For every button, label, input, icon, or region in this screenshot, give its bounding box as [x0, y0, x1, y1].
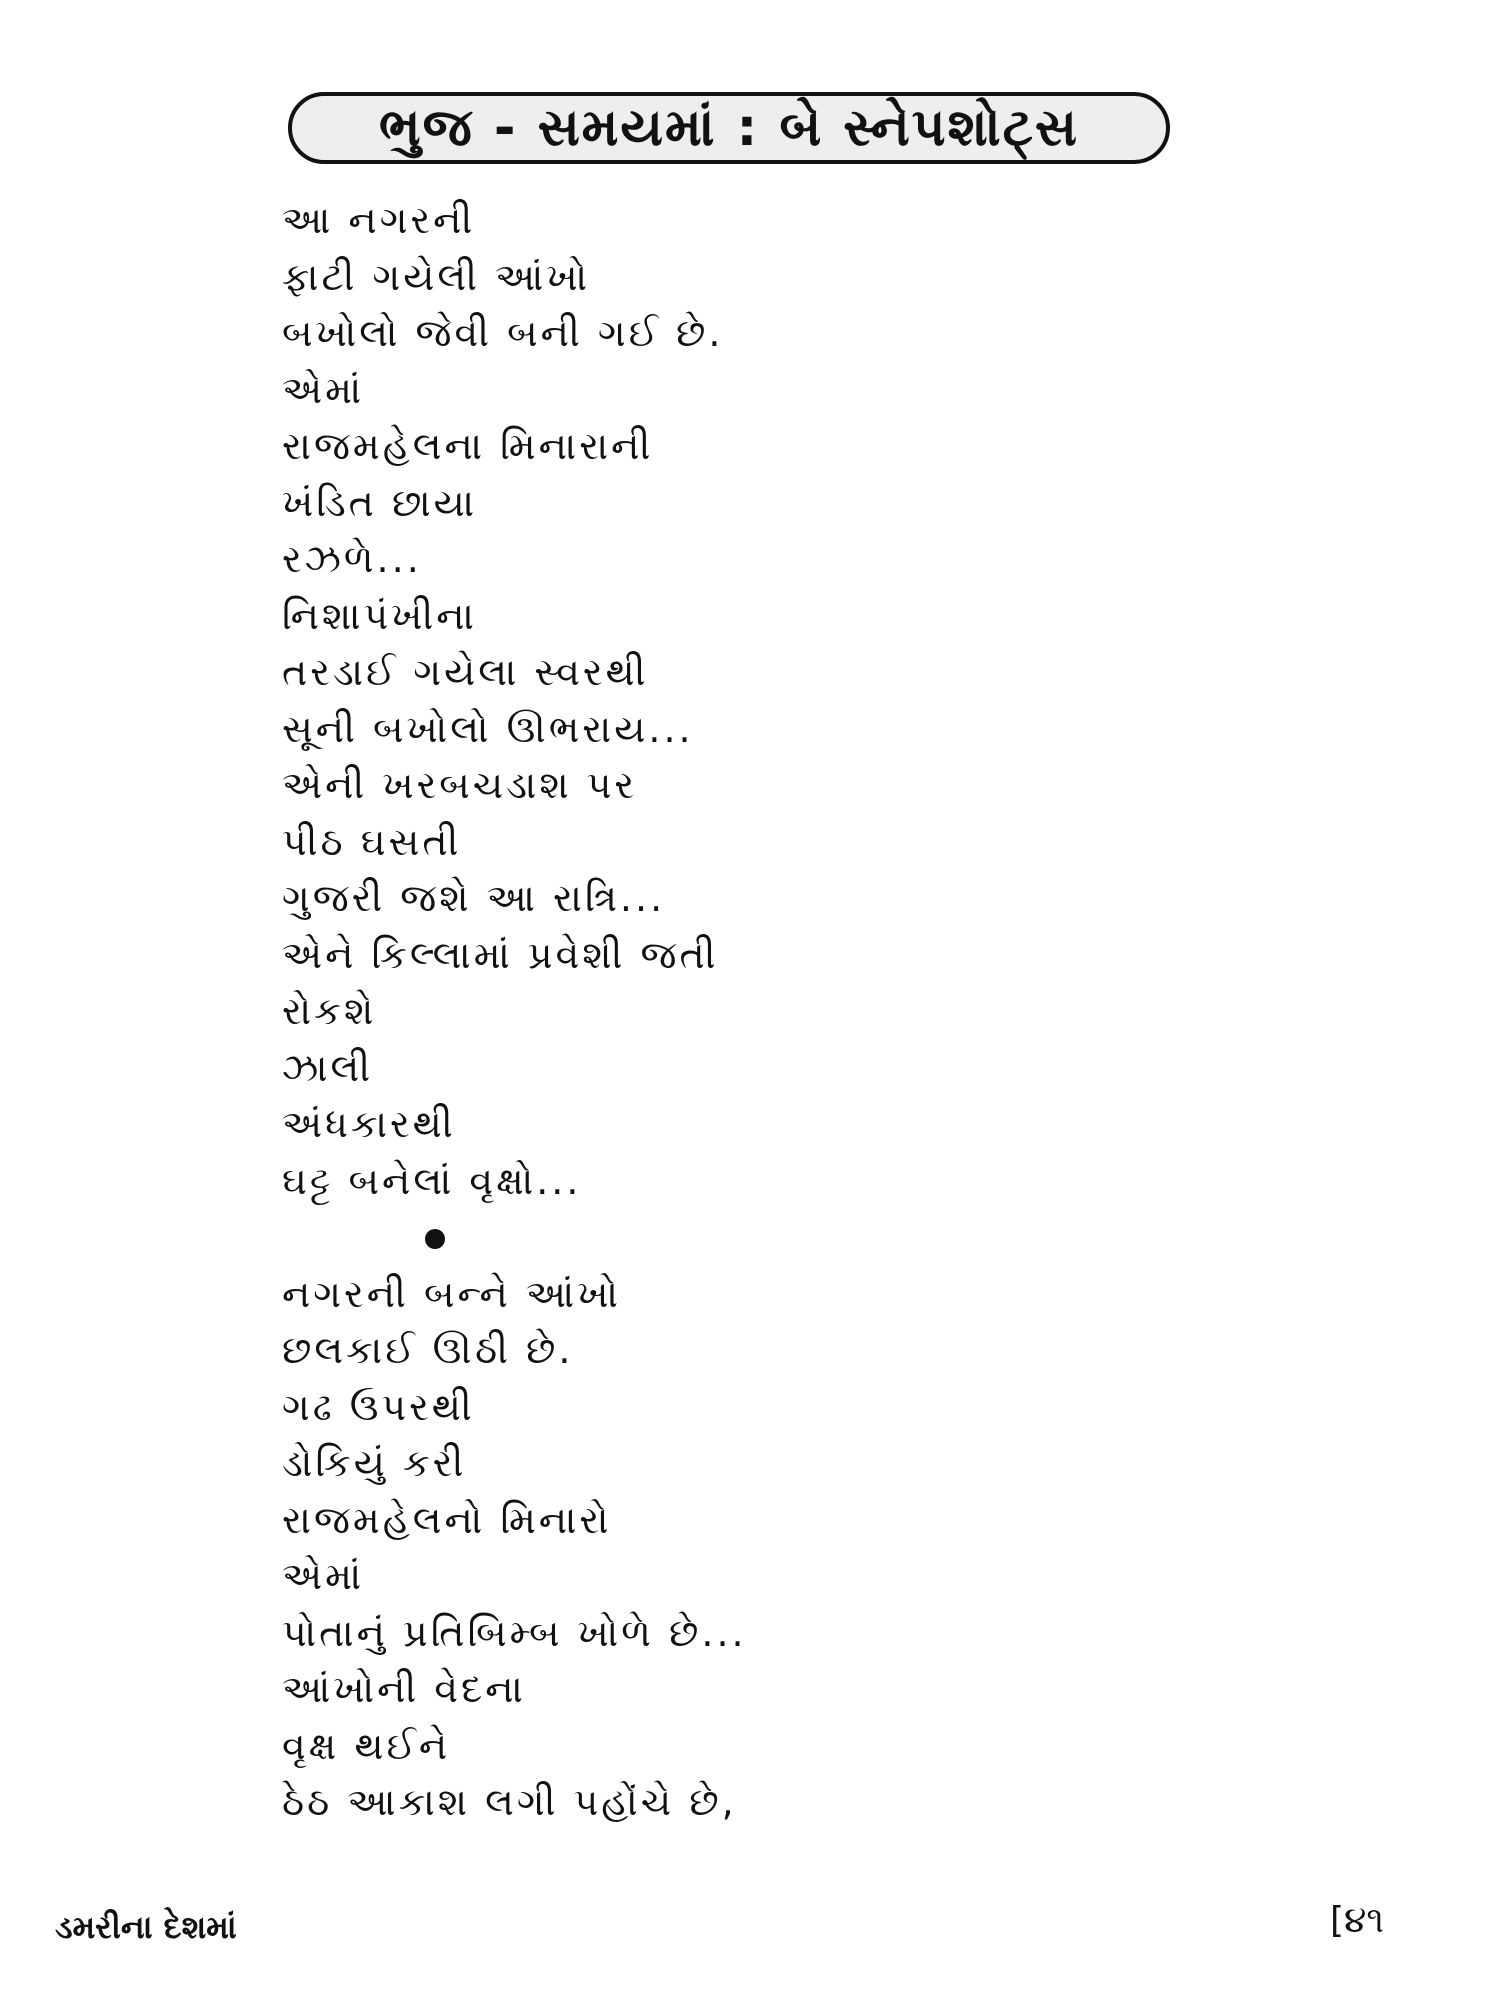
poem-line: પોતાનું પ્રતિબિમ્બ ખોળે છે...: [282, 1610, 747, 1655]
poem-line: એની ખરબચડાશ પર: [282, 763, 638, 807]
poem-line: ફાટી ગયેલી આંખો: [282, 254, 591, 299]
poem-title: ભુજ - સમયમાં : બે સ્નેપશોટ્સ: [378, 98, 1080, 158]
poem-line: પીઠ ઘસતી: [282, 819, 462, 864]
poem-line: રઝળે...: [282, 537, 422, 581]
poem-line: છલકાઈ ઊઠી છે.: [282, 1328, 574, 1372]
poem-line: વૃક્ષ થઈને: [282, 1723, 451, 1768]
poem-body: [282, 192, 1282, 1831]
poem-line: નિશાપંખીના: [282, 593, 477, 638]
poem-line: ઘટ્ટ બનેલાં વૃક્ષો...: [282, 1158, 582, 1203]
poem-line: એમાં: [282, 367, 365, 412]
page-number: [૪૧: [1330, 1900, 1385, 1941]
poem-line: રાજમહેલનો મિનારો: [282, 1497, 612, 1542]
stanza-1: [282, 192, 1282, 1209]
poem-line: આ નગરની: [282, 198, 476, 242]
poem-line: સૂની બખોલો ઊભરાય...: [282, 706, 694, 751]
poem-line: એમાં: [282, 1554, 365, 1598]
bullet-dot-icon: [425, 1229, 445, 1249]
poem-line: ડોકિયું કરી: [282, 1441, 467, 1485]
poem-line: આંખોની વેદના: [282, 1667, 526, 1711]
poem-line: એને કિલ્લામાં પ્રવેશી જતી: [282, 932, 719, 977]
poem-line: તરડાઈ ગયેલા સ્વરથી: [282, 650, 649, 694]
poem-line: ખંડિત છાયા: [282, 480, 478, 525]
poem-line: બખોલો જેવી બની ગઈ છે.: [282, 311, 724, 355]
stanza-2: [282, 1266, 1282, 1831]
poem-line: રાજમહેલના મિનારાની: [282, 424, 654, 468]
book-title-footer: ડમરીના દેશમાં: [55, 1908, 237, 1946]
title-banner: [288, 92, 1170, 164]
poem-line: નગરની બન્ને આંખો: [282, 1271, 621, 1316]
poem-line: ઠેઠ આકાશ લગી પહોંચે છે,: [282, 1780, 737, 1824]
poem-line: ગઢ ઉપરથી: [282, 1384, 475, 1429]
poem-line: ગુજરી જશે આ રાત્રિ...: [282, 876, 666, 920]
stanza-separator: [282, 1209, 1282, 1266]
poem-line: રોકશે: [282, 989, 377, 1033]
poem-line: અંધકારથી: [282, 1102, 456, 1146]
poem-line: ઝાલી: [282, 1045, 374, 1090]
